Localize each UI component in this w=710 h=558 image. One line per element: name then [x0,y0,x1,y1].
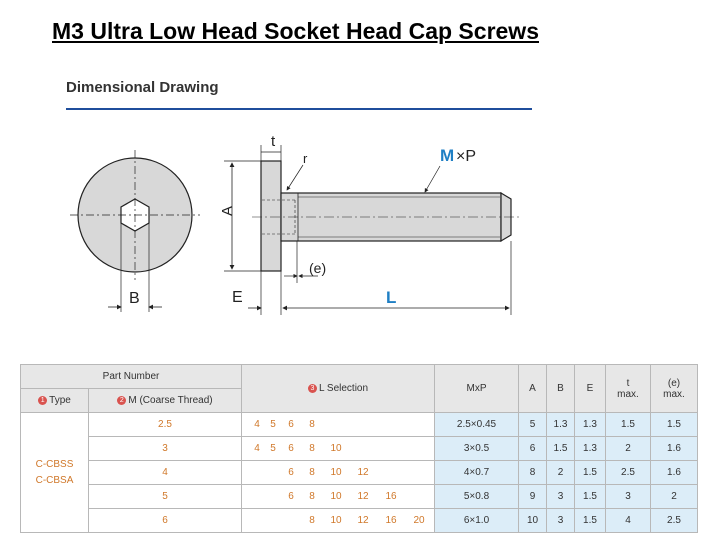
m-value: 6 [89,509,242,533]
m-value: 4 [89,461,242,485]
e-label: (e) [309,260,327,276]
table-row [21,461,698,485]
l-value: 10 [330,515,342,526]
b-value: 1.3 [547,413,575,437]
page-title: M3 Ultra Low Head Socket Head Cap Screws [52,18,539,44]
a-value: 5 [519,413,547,437]
ecol-value: 1.5 [575,461,606,485]
b-header: B [547,365,575,413]
l-value: 10 [330,467,342,478]
t-value: 2.5 [606,461,651,485]
l-value: 12 [357,491,369,502]
l-value: 8 [309,419,315,430]
a-value: 10 [519,509,547,533]
m-label: M [440,146,455,165]
mxp-value: 4×0.7 [435,461,519,485]
m-value: 5 [89,485,242,509]
a-value: 6 [519,437,547,461]
l-value: 10 [330,443,342,454]
r-label: r [303,151,308,166]
l-value: 10 [330,491,342,502]
m-value: 2.5 [89,413,242,437]
e-value: 1.6 [651,461,698,485]
l-value: 6 [288,467,294,478]
l-value: 5 [270,419,276,430]
head-end-view [70,150,200,312]
t-value: 2 [606,437,651,461]
mxp-leader [425,166,440,192]
mxp-value: 5×0.8 [435,485,519,509]
l-value: 8 [309,467,315,478]
l-selection-cell [242,437,435,461]
t-value: 3 [606,485,651,509]
section-title: Dimensional Drawing [66,79,219,96]
l-selection-header: 3 L Selection [242,365,435,413]
spec-table [20,364,698,533]
type-value: C-CBSA [35,474,74,486]
l-value: 4 [254,443,260,454]
ecol-header: E [575,365,606,413]
t-value: 1.5 [606,413,651,437]
b-value: 1.5 [547,437,575,461]
l-selection-cell [242,461,435,485]
l-selection-cell [242,413,435,437]
mxp-value: 3×0.5 [435,437,519,461]
a-label: A [219,205,236,216]
type-cell [21,413,89,533]
l-label: L [386,288,397,307]
mxp-header: MxP [435,365,519,413]
bullet-3: 3 [308,384,317,393]
table-row [21,413,698,437]
l-value: 5 [270,443,276,454]
l-value: 6 [288,491,294,502]
part-number-header: Part Number [21,365,242,389]
e-value: 1.5 [651,413,698,437]
l-value: 20 [413,515,425,526]
a-header: A [519,365,547,413]
r-leader [287,165,303,190]
l-value: 4 [254,419,260,430]
ecol-value: 1.3 [575,437,606,461]
l-value: 8 [309,515,315,526]
mxp-value: 2.5×0.45 [435,413,519,437]
e-value: 2 [651,485,698,509]
a-value: 9 [519,485,547,509]
l-value: 16 [385,491,397,502]
e-header: (e) max. [651,365,698,413]
l-value: 12 [357,515,369,526]
l-value: 16 [385,515,397,526]
b-value: 3 [547,485,575,509]
ecol-value: 1.5 [575,509,606,533]
ecap-label: E [232,289,243,306]
l-value: 8 [309,443,315,454]
l-value: 6 [288,419,294,430]
l-value: 8 [309,491,315,502]
screw-side-view [219,133,520,315]
head-profile [261,161,281,271]
table-row [21,485,698,509]
l-selection-cell [242,509,435,533]
ecol-value: 1.5 [575,485,606,509]
spec-table-wrap [20,364,697,533]
b-label: B [129,290,140,307]
m-header: 2 M (Coarse Thread) [89,389,242,413]
bullet-1: 1 [38,396,47,405]
bullet-2: 2 [117,396,126,405]
table-row [21,437,698,461]
type-header: 1 Type [21,389,89,413]
ecol-value: 1.3 [575,413,606,437]
e-value: 2.5 [651,509,698,533]
l-selection-cell [242,485,435,509]
table-row [21,509,698,533]
t-label: t [271,133,276,150]
b-value: 2 [547,461,575,485]
type-value: C-CBSS [35,458,74,470]
a-value: 8 [519,461,547,485]
l-value: 12 [357,467,369,478]
xp-label: ×P [456,148,477,165]
t-value: 4 [606,509,651,533]
l-value: 6 [288,443,294,454]
b-value: 3 [547,509,575,533]
t-header: t max. [606,365,651,413]
mxp-value: 6×1.0 [435,509,519,533]
m-value: 3 [89,437,242,461]
e-value: 1.6 [651,437,698,461]
